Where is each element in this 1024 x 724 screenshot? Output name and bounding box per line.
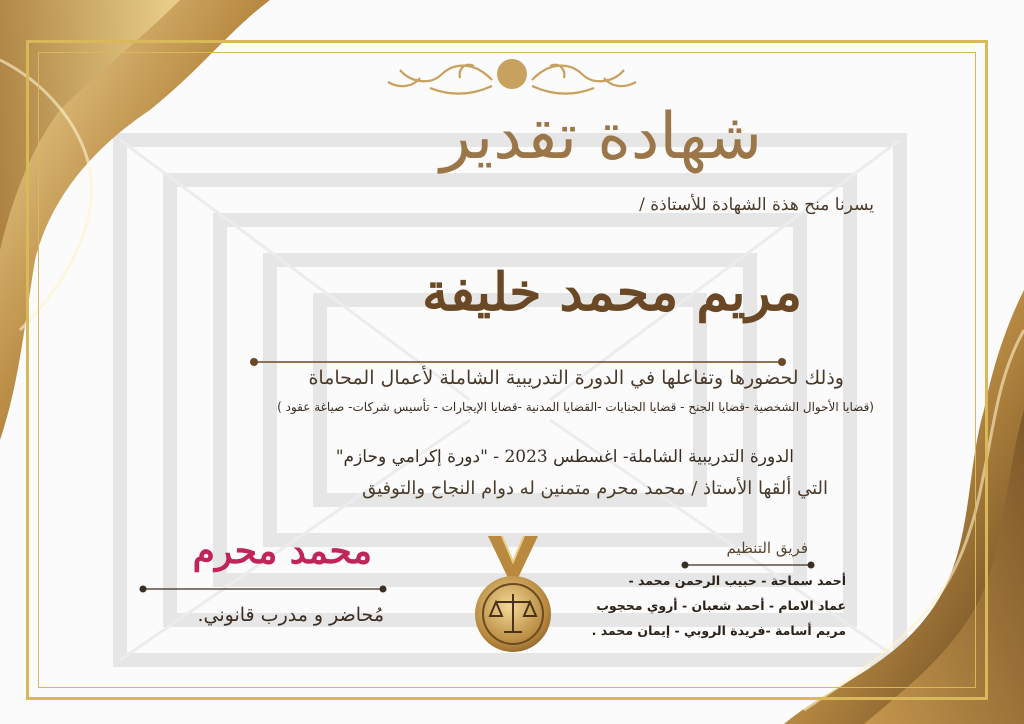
- recipient-name: مريم محمد خليفة: [422, 262, 802, 323]
- instructor-line: التي ألقها الأستاذ / محمد محرم متمنين له دوام النجاح والتوفيق: [362, 478, 828, 499]
- organizers-line: مريم أسامة -فريدة الروبي - إيمان محمد .: [591, 623, 846, 638]
- topics-text: (قضايا الأحوال الشخصية -قضايا الجنح - قضايا الجنايات -القضايا المدنية -قضايا الإيجارات - تأسيس شركات- صياغة عقود ): [277, 400, 874, 414]
- scales-of-justice-medal-icon: [466, 532, 560, 658]
- intro-text: يسرنا منح هذة الشهادة للأستاذة /: [639, 195, 874, 215]
- course-line: الدورة التدريبية الشاملة- اغسطس 2023 - "دورة إكرامي وحازم": [335, 447, 794, 467]
- organizers-heading: فريق التنظيم: [726, 539, 808, 557]
- organizers-underline: [680, 560, 816, 570]
- description-text: وذلك لحضورها وتفاعلها في الدورة التدريبية الشاملة لأعمال المحاماة: [308, 367, 844, 389]
- organizers-line: عماد الامام - أحمد شعبان - أروي محجوب: [596, 598, 846, 613]
- signature-underline: [138, 584, 388, 594]
- organizers-line: أحمد سماحة - حبيب الرحمن محمد -: [628, 573, 846, 588]
- ornament-icon: [380, 52, 644, 106]
- signature-title: مُحاضر و مدرب قانوني.: [197, 604, 384, 626]
- certificate-title: شهادة تقدير: [440, 100, 762, 174]
- signature-name: محمد محرم: [192, 530, 372, 572]
